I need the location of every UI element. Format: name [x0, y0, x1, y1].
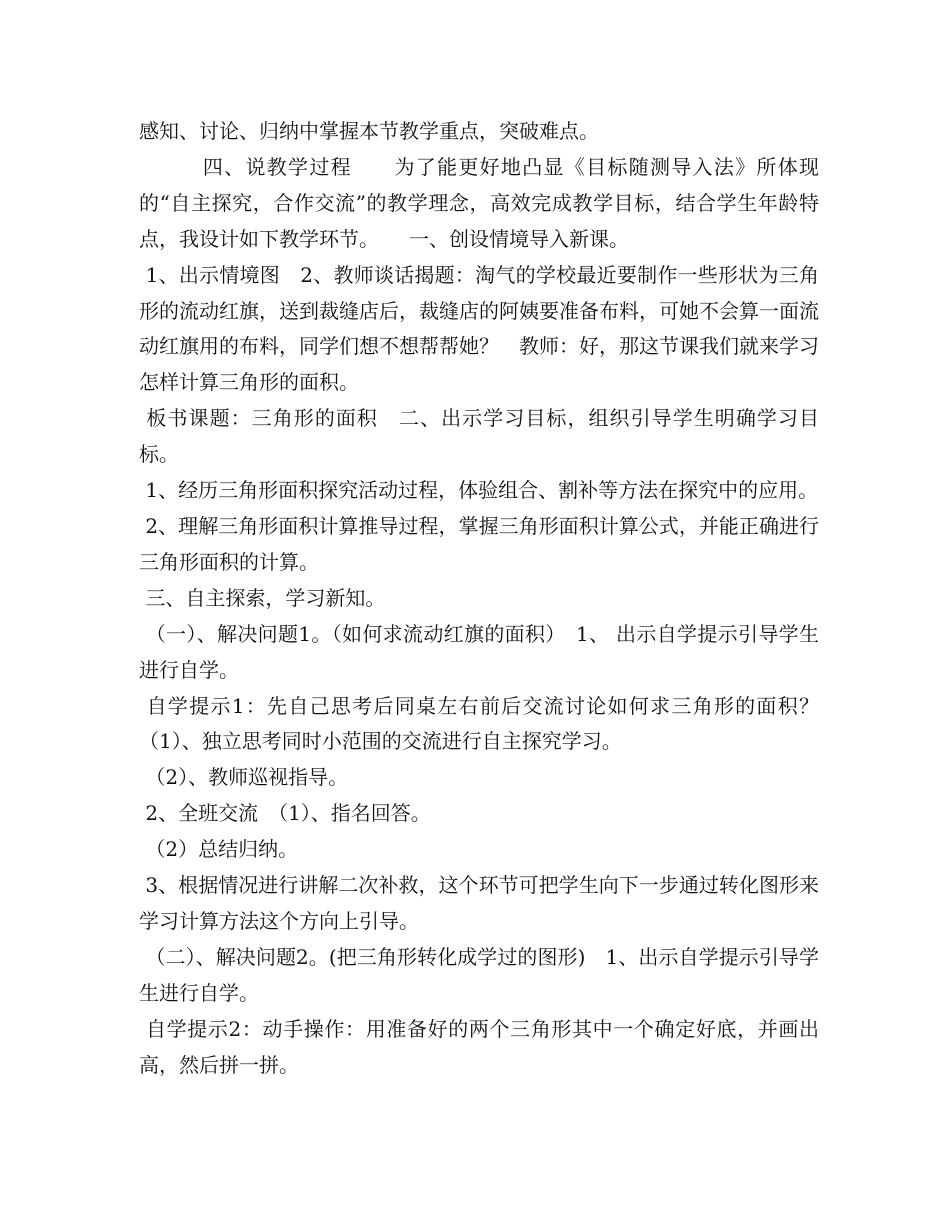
document-body: [139, 114, 839, 1083]
paragraph: 3、根据情况进行讲解二次补救，这个环节可把学生向下一步通过转化图形来学习计算方法这个方向上引导。: [139, 873, 819, 933]
paragraph: （2）总结归纳。: [139, 837, 299, 862]
paragraph: 1、经历三角形面积探究活动过程，体验组合、割补等方法在探究中的应用。: [139, 478, 819, 503]
paragraph: （一）、解决问题1。（如何求流动红旗的面积） 1、 出示自学提示引导学生进行自学。: [139, 621, 819, 682]
paragraph: 2、理解三角形面积计算推导过程，掌握三角形面积计算公式，并能正确进行三角形面积的计算。: [139, 513, 819, 574]
paragraph: 2、全班交流 （1）、指名回答。: [139, 801, 431, 826]
paragraph: 板书课题：三角形的面积 二、出示学习目标，组织引导学生明确学习目标。: [139, 406, 820, 467]
paragraph: （2）、教师巡视指导。: [139, 765, 349, 790]
paragraph: （二）、解决问题2。(把三角形转化成学过的图形) 1、出示自学提示引导学生进行自学。: [139, 944, 819, 1005]
paragraph: 自学提示2：动手操作：用准备好的两个三角形其中一个确定好底，并画出高，然后拼一拼。: [139, 1016, 819, 1077]
paragraph: 感知、讨论、归纳中掌握本节教学重点，突破难点。: [139, 119, 599, 143]
paragraph: 自学提示1：先自己思考后同桌左右前后交流讨论如何求三角形的面积？ （1）、独立思考同时小范围的交流进行自主探究学习。: [139, 693, 839, 754]
paragraph: 1、出示情境图 2、教师谈话揭题：淘气的学校最近要制作一些形状为三角形的流动红旗，送到裁缝店后，裁缝店的阿姨要准备布料，可她不会算一面流动红旗用的布料，同学们想不想帮帮她？ 教师：好，那这节课我们就来学习怎样计算三角形的面积。: [139, 262, 820, 395]
paragraph: 三、自主探索，学习新知。: [139, 585, 386, 610]
paragraph: 四、说教学过程 为了能更好地凸显《目标随测导入法》所体现的“自主探究，合作交流”的教学理念，高效完成教学目标，结合学生年龄特点，我设计如下教学环节。 一、创设情境导入新课。: [139, 154, 819, 251]
